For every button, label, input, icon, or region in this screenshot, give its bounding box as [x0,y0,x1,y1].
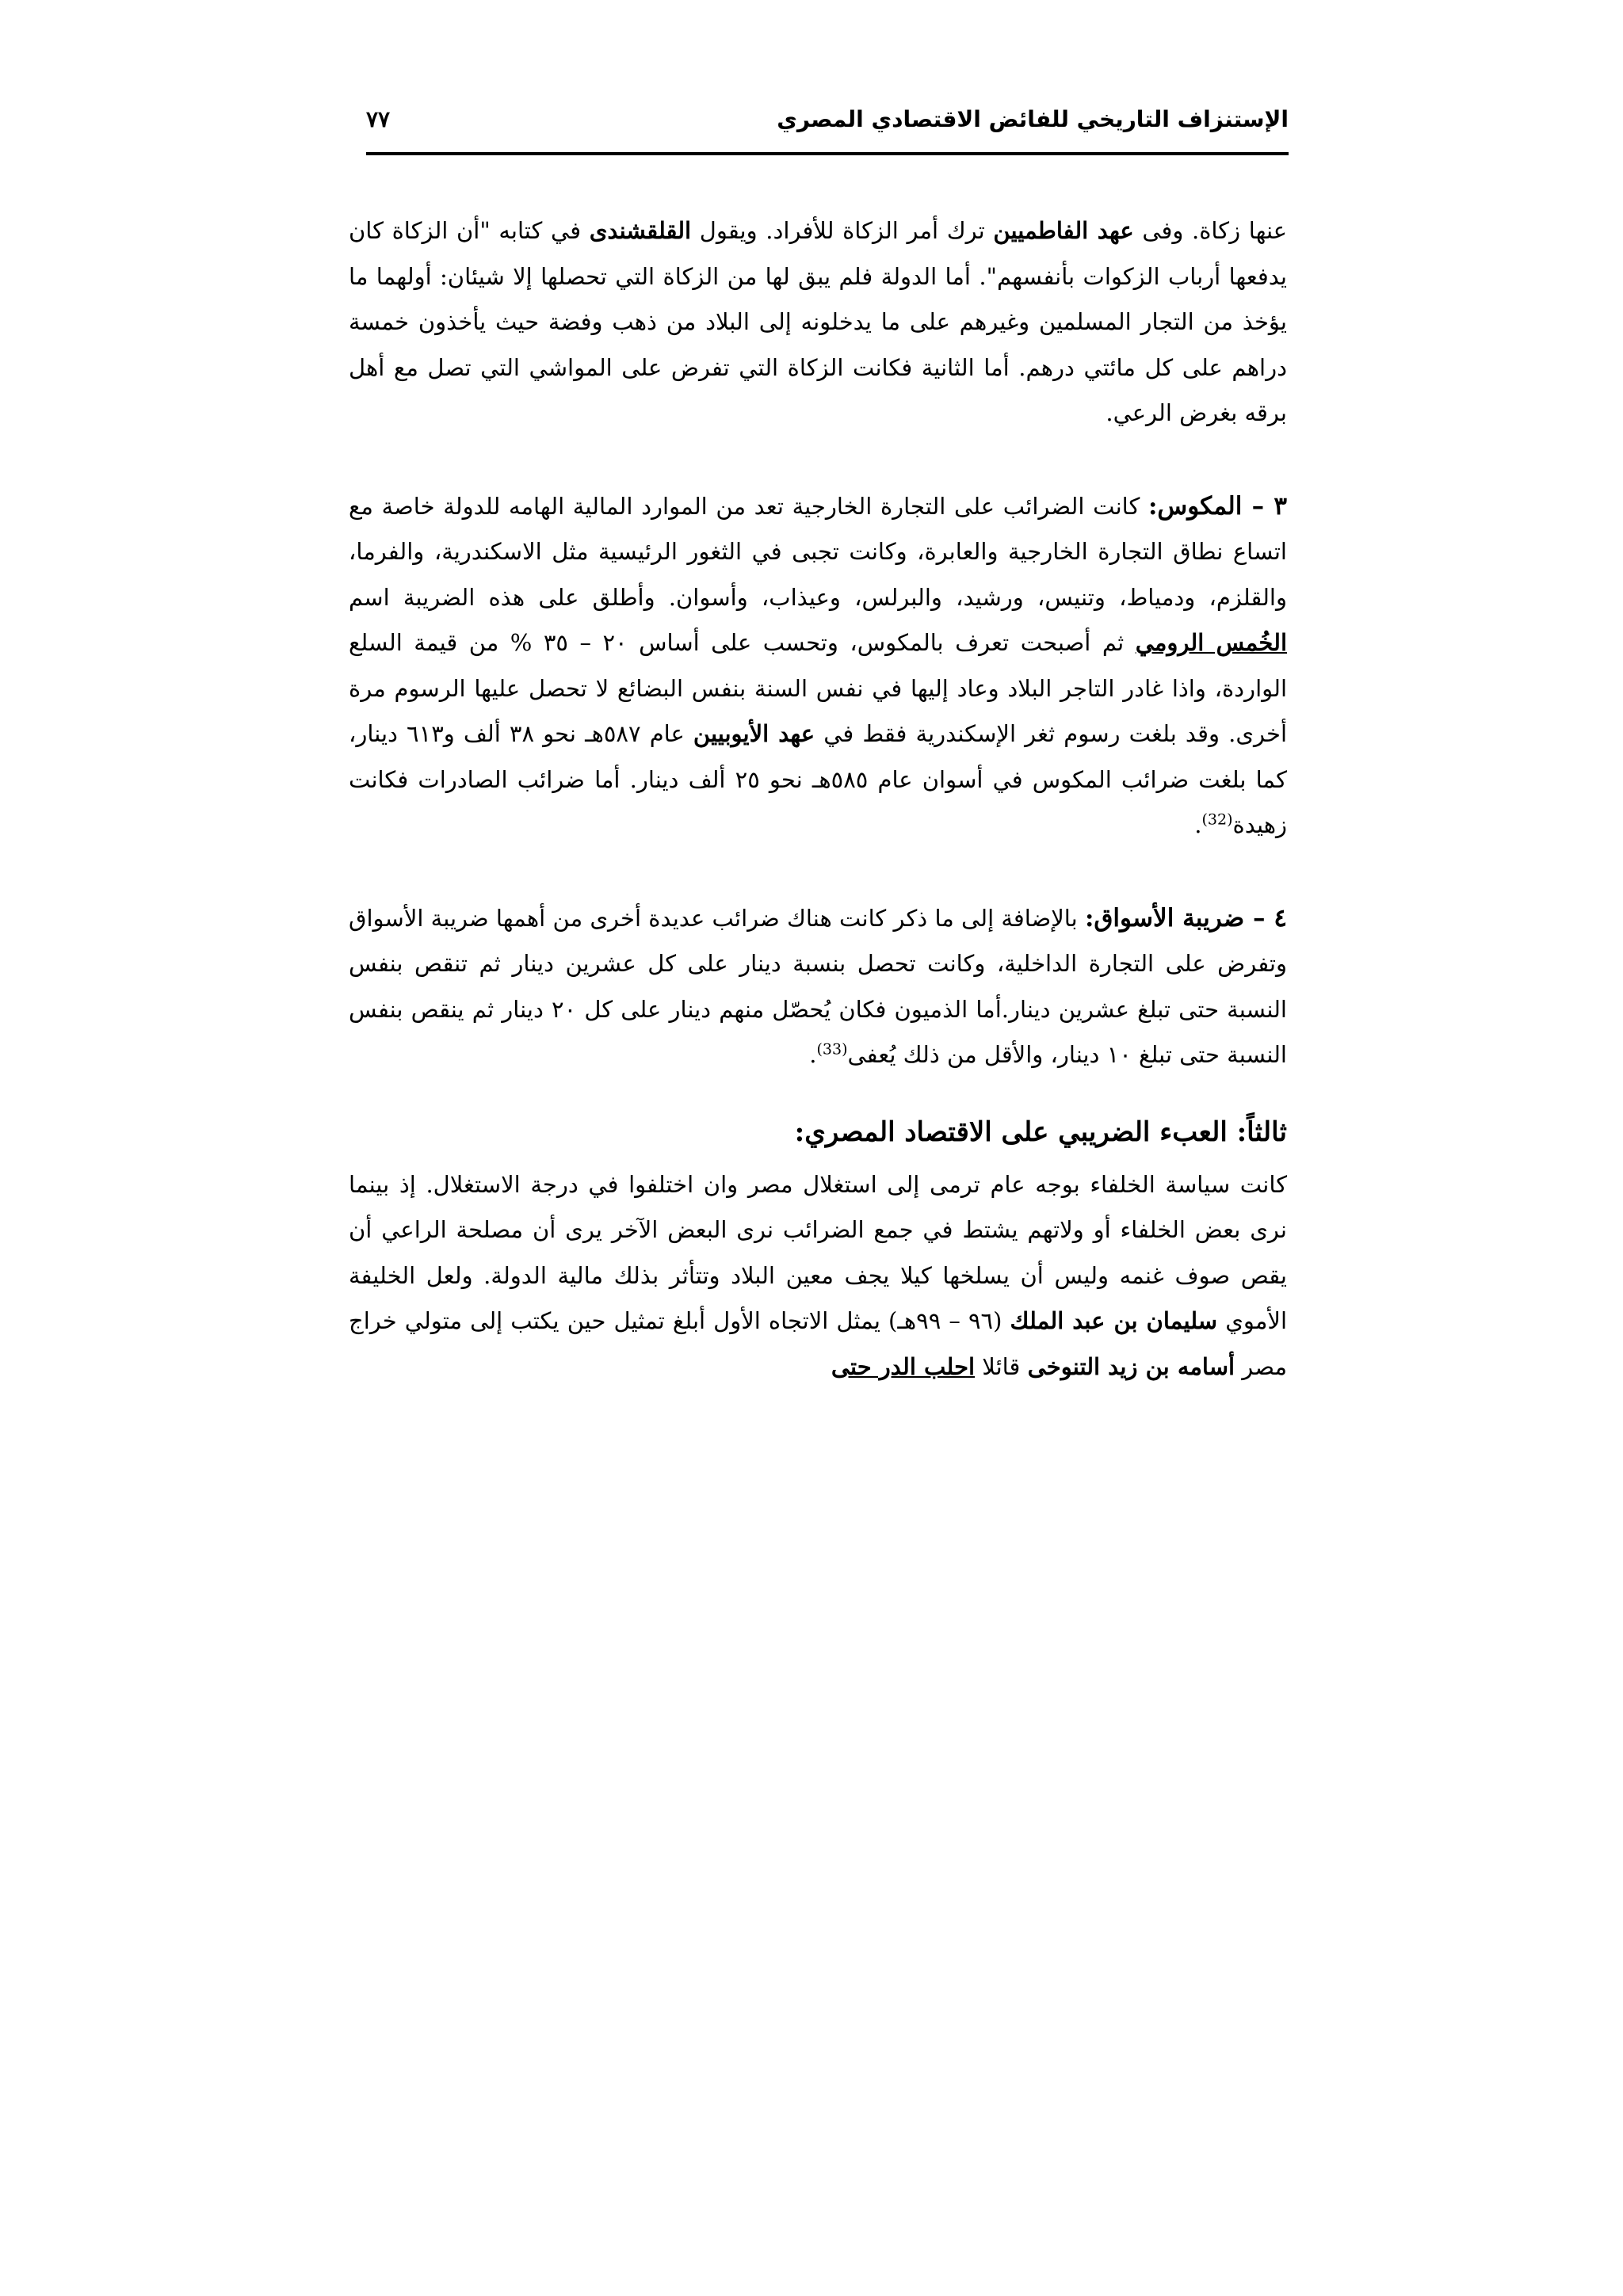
section-lead: ٣ – المكوس: [1148,491,1288,521]
paragraph-mukus: ٣ – المكوس: كانت الضرائب على التجارة الخارجية تعد من الموارد المالية الهامه للدولة خاصة مع اتساع نطاق التجارة الخارجية والعابرة، وكانت تجبى في الثغور الرئيسية مثل الاسكندرية، والفرما، والقلزم، ودمياط، وتنيس، ورشيد، والبرلس، وعيذاب، وأسوان. وأطلق على هذه الضريبة اسم الخُمس الرومي ثم أصبحت تعرف بالمكوس، وتحسب على أساس ٢٠ – ٣٥ % من قيمة السلع الواردة، واذا غادر التاجر البلاد وعاد إليها في نفس السنة بنفس البضائع لا تحصل عليها الرسوم مرة أخرى. وقد بلغت رسوم ثغر الإسكندرية فقط في عهد الأيوبيين عام ٥٨٧هـ نحو ٣٨ ألف و٦١٣ دينار، كما بلغت ضرائب المكوس في أسوان عام ٥٨٥هـ نحو ٢٥ ألف دينار. أما ضرائب الصادرات فكانت زهيدة$^{(32)}$. [349,491,1288,838]
footnote-ref: (32) [1201,810,1233,829]
underlined-term: احلب الدر حتى [831,1352,976,1380]
page-header [366,100,1289,147]
running-title: الإستنزاف التاريخي للفائض الاقتصادي المصري [777,106,1289,132]
paragraph-caliphs-policy: كانت سياسة الخلفاء بوجه عام ترمى إلى استغلال مصر وان اختلفوا في درجة الاستغلال. إذ بينما نرى بعض الخلفاء أو ولاتهم يشتط في جمع الضرائب نرى البعض الآخر يرى أن مصلحة الراعي أن يقص صوف غنمه وليس أن يسلخها كيلا يجف معين البلاد وتتأثر بذلك مالية الدولة. ولعل الخليفة الأموي سليمان بن عبد الملك (٩٦ – ٩٩هـ) يمثل الاتجاه الأول أبلغ تمثيل حين يكتب إلى متولي خراج مصر أسامه بن زيد التنوخى قائلا احلب الدر حتى [349,1170,1288,1380]
paragraph-zakat: عنها زكاة. وفى عهد الفاطميين ترك أمر الزكاة للأفراد. ويقول القلقشندى في كتابه "أن الزكاة كان يدفعها أرباب الزكوات بأنفسهم". أما الدولة فلم يبق لها من الزكاة التي تحصلها إلا شيئان: أولهما ما يؤخذ من التجار المسلمين وغيرهم على ما يدخلونه إلى البلاد من ذهب وفضة حيث يأخذون خمسة دراهم على كل مائتي درهم. أما الثانية فكانت الزكاة التي تفرض على المواشي التي تصل مع أهل برقه بغرض الرعي. [349,217,1288,426]
section-heading: ثالثاً: العبء الضريبي على الاقتصاد المصري: [794,1116,1287,1148]
bold-term: عهد الفاطميين [993,217,1134,244]
underlined-term: الخُمس الرومي [1135,629,1288,656]
footnote-ref: (33) [816,1040,848,1058]
page-number: ٧٧ [366,106,391,132]
bold-term: سليمان بن عبد الملك [1010,1307,1218,1334]
bold-term: عهد الأيوبيين [693,720,815,747]
page-body [349,208,1287,1390]
bold-term: أسامه بن زيد التنوخى [1027,1352,1235,1380]
header-rule [366,152,1289,155]
paragraph-markets-tax: ٤ – ضريبة الأسواق: بالإضافة إلى ما ذكر كانت هناك ضرائب عديدة أخرى من أهمها ضريبة الأسواق وتفرض على التجارة الداخلية، وكانت تحصل بنسبة دينار على كل عشرين دينار ثم تنقص بنفس النسبة حتى تبلغ عشرين دينار.أما الذميون فكان يُحصّل منهم دينار على كل ٢٠ دينار ثم ينقص بنفس النسبة حتى تبلغ ١٠ دينار، والأقل من ذلك يُعفى$^{(33)}$. [349,903,1287,1068]
bold-term: القلقشندى [589,217,692,244]
section-lead: ٤ – ضريبة الأسواق: [1084,903,1287,933]
